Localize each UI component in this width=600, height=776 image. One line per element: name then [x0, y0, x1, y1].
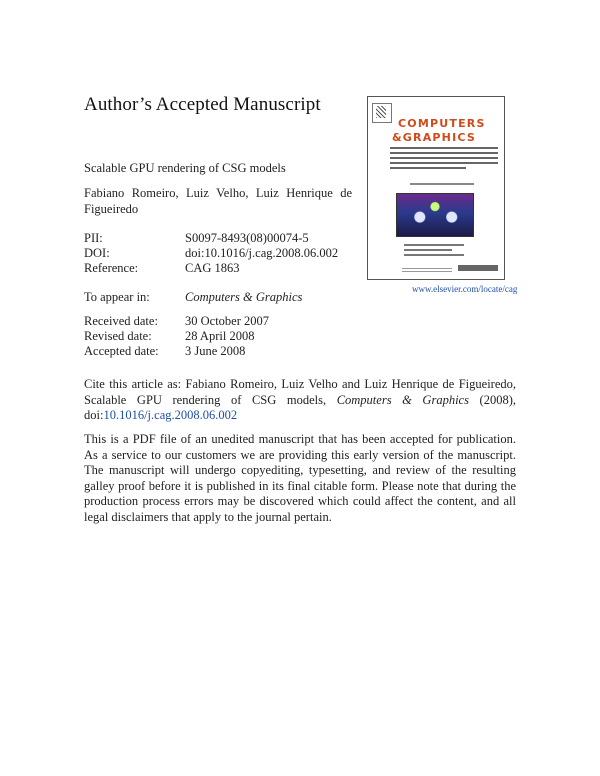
citation-year: (2008), doi:	[84, 392, 516, 422]
doi-label: DOI:	[84, 246, 110, 260]
cover-artwork	[396, 193, 474, 237]
doi-link[interactable]: 10.1016/j.cag.2008.06.002	[103, 408, 238, 422]
citation-text: Cite this article as: Fabiano Romeiro, Luiz Velho and Luiz Henrique de Figueiredo, Scalable GPU rendering of CSG models,	[84, 377, 516, 407]
citation	[84, 377, 516, 424]
cover-subtitle-lines	[390, 147, 498, 172]
received-date: 30 October 2007	[185, 314, 270, 328]
pii-label: PII:	[84, 231, 103, 245]
cover-title-line1: COMPUTERS	[398, 117, 486, 130]
accepted-label: Accepted date:	[84, 344, 159, 358]
pii-value: S0097-8493(08)00074-5	[185, 231, 309, 245]
doi-value: doi:10.1016/j.cag.2008.06.002	[185, 246, 339, 260]
received-label: Received date:	[84, 314, 158, 328]
cover-title-line2: &GRAPHICS	[392, 131, 476, 144]
cover-publisher-mark	[458, 265, 498, 271]
citation-journal: Computers & Graphics	[336, 392, 469, 407]
article-authors: Fabiano Romeiro, Luiz Velho, Luiz Henrique de Figueiredo	[84, 186, 352, 216]
cover-editor-line	[410, 183, 474, 185]
article-title: Scalable GPU rendering of CSG models	[84, 161, 286, 175]
revised-label: Revised date:	[84, 329, 152, 343]
cover-footer-lines	[402, 268, 452, 274]
elsevier-logo-icon	[372, 103, 392, 123]
journal-cover	[367, 96, 505, 280]
journal-name: Computers & Graphics	[185, 290, 303, 304]
accepted-date: 3 June 2008	[185, 344, 246, 358]
reference-value: CAG 1863	[185, 261, 240, 275]
manuscript-notice: This is a PDF file of an unedited manuscript that has been accepted for publication. As a service to our customers we are providing this early version of the manuscript. The manuscript will undergo copyediting, typesetting, and review of the resulting galley proof before it is published in its final citable form. Please note that during the production process errors may be discovered which could affect the content, and all legal disclaimers that apply to the journal pertain.	[84, 432, 516, 524]
appear-label: To appear in:	[84, 290, 150, 304]
journal-url-link[interactable]: www.elsevier.com/locate/cag	[412, 284, 518, 294]
manuscript-heading: Author’s Accepted Manuscript	[84, 94, 321, 115]
cover-issue-lines	[404, 244, 464, 259]
revised-date: 28 April 2008	[185, 329, 255, 343]
reference-label: Reference:	[84, 261, 139, 275]
